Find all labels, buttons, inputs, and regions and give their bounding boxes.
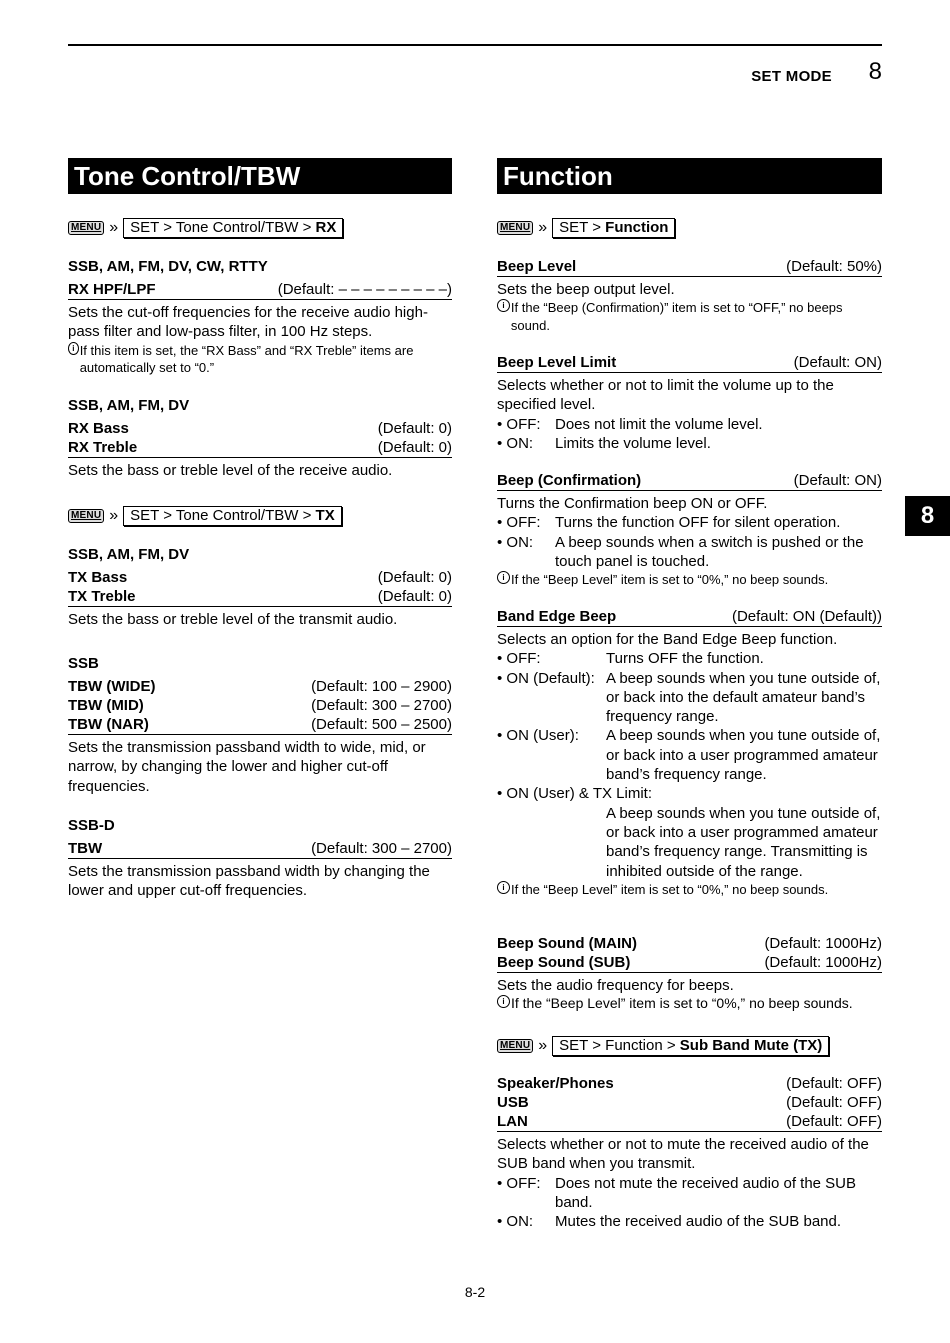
setting-row — [497, 1074, 882, 1093]
option-item — [497, 649, 882, 668]
setting-default: (Default: 1000Hz) — [764, 954, 882, 971]
option-item — [497, 726, 882, 784]
info-icon: i — [497, 299, 510, 312]
setting-default: (Default: OFF) — [786, 1094, 882, 1111]
setting-name: LAN — [497, 1113, 528, 1130]
menu-path-tx — [68, 506, 342, 526]
setting-row — [68, 696, 452, 715]
setting-row — [68, 438, 452, 457]
option-text: A beep sounds when you tune outside of, or back into a user programmed amateur band’s frequency range. Transmitting is inhibited outside of the range. — [606, 804, 881, 880]
mode-heading: SSB — [68, 655, 99, 672]
setting-rows — [497, 934, 882, 973]
setting-name: TBW — [68, 840, 103, 857]
option-text: A beep sounds when you tune outside of, or back into a user programmed amateur band’s frequency range. — [606, 727, 881, 784]
setting-name: Beep Level Limit — [497, 354, 617, 371]
option-item — [497, 533, 882, 572]
menu-key-icon: MENU — [497, 221, 533, 235]
setting-default: (Default: ON) — [793, 472, 882, 489]
option-key: • OFF: — [497, 514, 541, 532]
option-key: • ON (User) & TX Limit: — [497, 785, 652, 803]
setting-name: Beep (Confirmation) — [497, 472, 642, 489]
setting-default: (Default: 0) — [377, 588, 452, 605]
setting-description: Sets the bass or treble level of the receive audio. — [68, 462, 393, 479]
path-box — [552, 218, 675, 238]
setting-description: Sets the cut-off frequencies for the receive audio high-pass filter and low-pass filter, in 100 Hz steps. — [68, 304, 428, 341]
setting-default: (Default: – – – – – – – – –) — [277, 281, 452, 298]
option-text: Mutes the received audio of the SUB band. — [555, 1213, 842, 1231]
setting-default: (Default: OFF) — [786, 1075, 882, 1092]
setting-default: (Default: 0) — [377, 420, 452, 437]
note-text: If the “Beep Level” item is set to “0%,” no beep sounds. — [511, 995, 853, 1012]
option-key: • ON (User): — [497, 727, 579, 745]
option-text: Does not mute the received audio of the SUB band. — [555, 1174, 857, 1211]
setting-row — [68, 587, 452, 606]
raquo-icon: » — [109, 507, 119, 524]
setting-description: Turns the Confirmation beep ON or OFF. — [497, 495, 768, 512]
option-text: A beep sounds when a switch is pushed or the touch panel is touched. — [555, 533, 864, 570]
setting-description: Selects whether or not to mute the received audio of the SUB band when you transmit. — [497, 1136, 869, 1173]
note-text: If the “Beep (Confirmation)” item is set to “OFF,” no beeps sound. — [510, 300, 843, 333]
path-prefix: SET > — [559, 219, 606, 236]
option-text: A beep sounds when you tune outside of, or back into the default amateur band’s frequency range. — [606, 669, 881, 726]
section-title-tone-control: Tone Control/TBW — [68, 158, 452, 194]
path-prefix: SET > Tone Control/TBW > — [130, 507, 316, 524]
group-beep-level — [497, 257, 882, 334]
setting-default: (Default: ON (Default)) — [731, 608, 882, 625]
setting-description: Sets the beep output level. — [497, 281, 675, 298]
menu-path-function — [497, 218, 675, 238]
chapter-side-tab: 8 — [905, 496, 950, 536]
setting-name: TBW (NAR) — [68, 716, 149, 733]
setting-row — [68, 839, 452, 858]
group-rx-bass-treble — [68, 396, 452, 480]
option-item — [497, 513, 882, 532]
setting-name: RX Bass — [68, 420, 129, 437]
setting-rows — [68, 677, 452, 735]
setting-rows — [497, 1074, 882, 1132]
path-bold: Sub Band Mute (TX) — [679, 1037, 823, 1054]
raquo-icon: » — [538, 219, 548, 236]
group-rx-hpf-lpf — [68, 257, 452, 377]
group-beep-sound — [497, 934, 882, 1013]
setting-rows — [68, 568, 452, 607]
chapter-number: 8 — [868, 58, 882, 85]
top-rule — [68, 44, 882, 46]
info-icon: i — [497, 995, 510, 1008]
group-tx-bass-treble — [68, 545, 452, 629]
setting-default: (Default: OFF) — [786, 1113, 882, 1130]
setting-default: (Default: 300 – 2700) — [311, 840, 452, 857]
setting-row — [497, 953, 882, 972]
setting-description: Selects an option for the Band Edge Beep function. — [497, 631, 838, 648]
option-item — [497, 415, 882, 434]
info-icon: i — [497, 881, 510, 894]
setting-note — [497, 299, 882, 334]
setting-name: TBW (MID) — [68, 697, 144, 714]
page-number: 8-2 — [464, 1284, 486, 1300]
setting-description: Sets the bass or treble level of the transmit audio. — [68, 611, 398, 628]
section-label: SET MODE — [751, 68, 832, 85]
option-item — [497, 434, 882, 453]
setting-name: TBW (WIDE) — [68, 678, 156, 695]
setting-row — [497, 607, 882, 627]
note-text: If this item is set, the “RX Bass” and “RX Treble” items are automatically set to “0.” — [79, 342, 414, 376]
setting-rows — [68, 419, 452, 458]
path-box — [552, 1036, 829, 1056]
setting-name: Speaker/Phones — [497, 1075, 614, 1092]
raquo-icon: » — [109, 219, 119, 236]
option-item — [497, 1212, 882, 1231]
mode-heading: SSB, AM, FM, DV — [68, 397, 190, 414]
setting-row — [497, 353, 882, 373]
setting-row — [68, 715, 452, 734]
option-key: • ON: — [497, 533, 534, 551]
setting-name: Beep Sound (SUB) — [497, 954, 631, 971]
option-key: • OFF: — [497, 650, 541, 668]
setting-row — [497, 257, 882, 277]
setting-note — [68, 342, 452, 377]
setting-description: Sets the transmission passband width to wide, mid, or narrow, by changing the lower and higher cut-off frequencies. — [68, 739, 426, 795]
option-text: Limits the volume level. — [555, 434, 711, 452]
menu-key-icon: MENU — [68, 509, 104, 523]
group-tbw-ssb — [68, 654, 452, 796]
group-beep-level-limit — [497, 353, 882, 453]
menu-key-icon: MENU — [68, 221, 104, 235]
setting-name: TX Bass — [68, 569, 128, 586]
section-title-function: Function — [497, 158, 882, 194]
info-icon: i — [497, 571, 510, 584]
setting-default: (Default: 500 – 2500) — [311, 716, 452, 733]
setting-name: TX Treble — [68, 588, 136, 605]
note-text: If the “Beep Level” item is set to “0%,” no beep sounds. — [511, 572, 829, 588]
setting-description: Selects whether or not to limit the volume up to the specified level. — [497, 377, 834, 414]
setting-note — [497, 881, 882, 899]
path-prefix: SET > Tone Control/TBW > — [130, 219, 316, 236]
option-key: • OFF: — [497, 415, 541, 433]
path-box — [123, 506, 342, 526]
group-beep-confirmation — [497, 471, 882, 589]
option-key: • OFF: — [497, 1174, 541, 1192]
path-bold: RX — [315, 219, 337, 236]
group-band-edge-beep — [497, 607, 882, 898]
path-bold: TX — [315, 507, 335, 524]
setting-row — [68, 280, 452, 300]
info-icon: i — [68, 342, 79, 355]
setting-row — [497, 1093, 882, 1112]
raquo-icon: » — [538, 1037, 548, 1054]
setting-description: Sets the transmission passband width by changing the lower and upper cut-off frequencies. — [68, 863, 430, 900]
option-text: Does not limit the volume level. — [555, 415, 763, 433]
menu-path-sub-band-mute — [497, 1036, 829, 1056]
option-item — [497, 1174, 882, 1213]
group-sub-band-mute — [497, 1074, 882, 1231]
setting-default: (Default: 0) — [377, 569, 452, 586]
option-text: Turns the function OFF for silent operation. — [555, 514, 841, 532]
setting-name: RX HPF/LPF — [68, 281, 156, 298]
note-text: If the “Beep Level” item is set to “0%,” no beep sounds. — [511, 881, 829, 897]
setting-default: (Default: 0) — [377, 439, 452, 456]
path-prefix: SET > Function > — [559, 1037, 680, 1054]
setting-row — [68, 677, 452, 696]
setting-default: (Default: ON) — [793, 354, 882, 371]
mode-heading: SSB, AM, FM, DV — [68, 546, 190, 563]
setting-default: (Default: 1000Hz) — [764, 935, 882, 952]
setting-row — [497, 934, 882, 953]
option-key: • ON (Default): — [497, 669, 595, 687]
setting-name: Beep Sound (MAIN) — [497, 935, 637, 952]
mode-heading: SSB, AM, FM, DV, CW, RTTY — [68, 258, 268, 275]
path-bold: Function — [605, 219, 669, 236]
group-tbw-ssb-d — [68, 816, 452, 901]
setting-default: (Default: 50%) — [786, 258, 882, 275]
setting-default: (Default: 100 – 2900) — [311, 678, 452, 695]
setting-name: USB — [497, 1094, 529, 1111]
option-key: • ON: — [497, 434, 534, 452]
option-text: Turns OFF the function. — [606, 650, 764, 668]
setting-row — [68, 419, 452, 438]
setting-name: Band Edge Beep — [497, 608, 617, 625]
setting-row — [497, 471, 882, 491]
setting-row — [68, 568, 452, 587]
setting-description: Sets the audio frequency for beeps. — [497, 977, 734, 994]
setting-note — [497, 995, 882, 1013]
menu-key-icon: MENU — [497, 1039, 533, 1053]
mode-heading: SSB-D — [68, 817, 115, 834]
option-item — [497, 669, 882, 727]
option-key: • ON: — [497, 1213, 534, 1231]
menu-path-rx — [68, 218, 343, 238]
path-box — [123, 218, 343, 238]
setting-rows — [68, 839, 452, 859]
setting-row — [497, 1112, 882, 1131]
setting-default: (Default: 300 – 2700) — [311, 697, 452, 714]
setting-name: RX Treble — [68, 439, 138, 456]
setting-name: Beep Level — [497, 258, 577, 275]
setting-note — [497, 571, 882, 589]
